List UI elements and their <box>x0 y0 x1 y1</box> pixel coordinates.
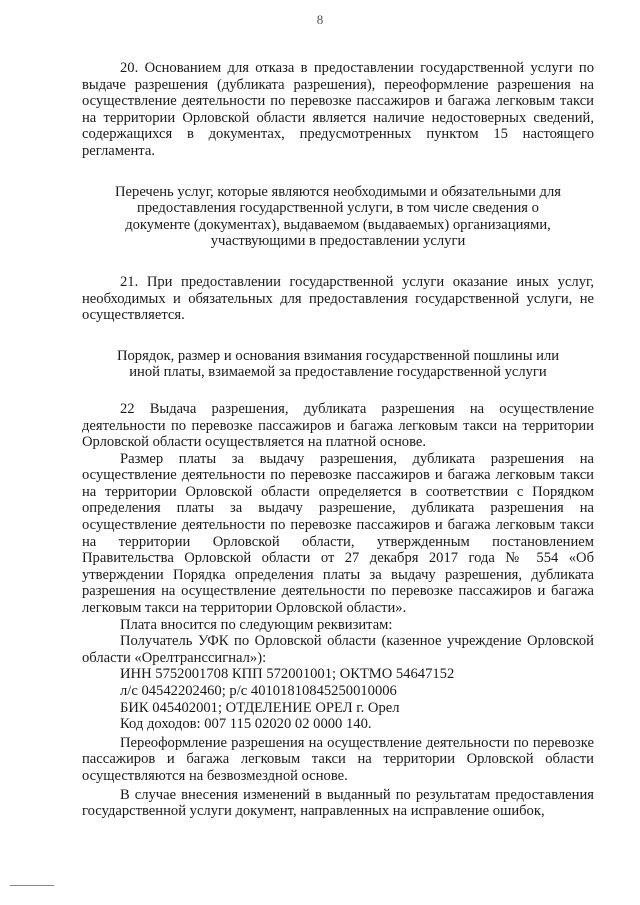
footer-rule <box>10 885 54 886</box>
document-body <box>82 60 594 820</box>
requisite-accounts: л/с 04542202460; р/с 40101810845250010006 <box>120 683 397 699</box>
heading-fee-procedure: Порядок, размер и основания взимания государственной пошлины или иной платы, взимаемой за предоставление государственной услуги <box>116 347 560 381</box>
paragraph-requisites-intro: Плата вносится по следующим реквизитам: <box>120 616 393 633</box>
requisite-inn: ИНН 5752001708 КПП 572001001; ОКТМО 54647152 <box>120 666 455 683</box>
requisite-income-code: Код доходов: 007 115 02020 02 0000 140. <box>120 716 372 733</box>
paragraph-recipient: Получатель УФК по Орловской области (казенное учреждение Орловской области «Орелтранссигнал»): <box>82 633 594 666</box>
paragraph-fee-size: Размер платы за выдачу разрешения, дубликата разрешения на осуществление деятельности по перевозке пассажиров и багажа легковым такси на территории Орловской области определяется в соответствии с Порядком определения платы за выдачу разрешение, дубликата разрешения на осуществление деятельности по перевозке пассажиров и багажа легковым такси на территории Орловской области, утвержденным постановлением Правительства Орловской области от 27 декабря 2017 года № 554 «Об утверждении Порядка определения платы за выдачу разрешения, дубликата разрешения на осуществление деятельности по перевозке пассажиров и багажа легковым такси на территории Орловской области». <box>82 450 594 617</box>
paragraph-changes: В случае внесения изменений в выданный по результатам предоставления государственной услуги документ, направленных на исправление ошибок, <box>82 786 594 820</box>
page-number: 8 <box>316 12 324 27</box>
paragraph-20: 20. Основанием для отказа в предоставлении государственной услуги по выдаче разрешения (дубликата разрешения), переоформление разрешения на осуществление деятельности по перевозке пассажиров и багажа легковым такси на территории Орловской области является наличие недостоверных сведений, содержащихся в документах, предусмотренных пунктом 15 настоящего регламента. <box>82 60 594 159</box>
paragraph-22: 22 Выдача разрешения, дубликата разрешения на осуществление деятельности по перевозке пассажиров и багажа легковым такси на территории Орловской области осуществляется на платной основе. <box>82 400 594 451</box>
paragraph-21: 21. При предоставлении государственной услуги оказание иных услуг, необходимых и обязательных для предоставления государственной услуги, не осуществляется. <box>82 273 594 324</box>
paragraph-reissue: Переоформление разрешения на осуществление деятельности по перевозке пассажиров и багажа легковым такси на территории Орловской области осуществляются на безвозмездной основе. <box>82 734 594 784</box>
heading-required-services: Перечень услуг, которые являются необходимыми и обязательными для предоставления государственной услуги, в том числе сведения о документе (документах), выдаваемом (выдаваемых) организациями, участвующими в предоставлении услуги <box>115 183 561 250</box>
requisite-bik: БИК 045402001; ОТДЕЛЕНИЕ ОРЕЛ г. Орел <box>120 699 400 716</box>
